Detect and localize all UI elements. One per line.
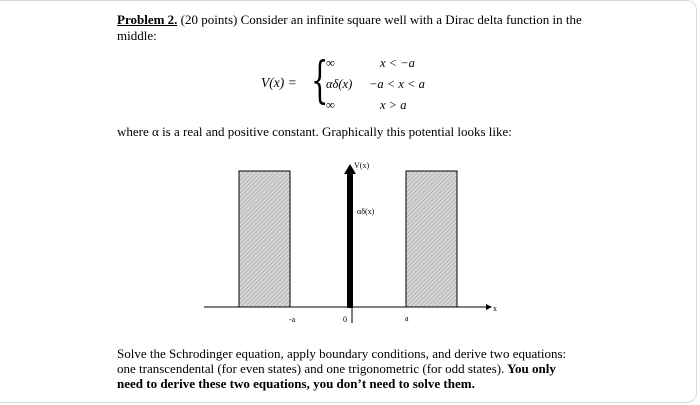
task-line1: Solve the Schrodinger equation, apply boundary conditions, and derive two equations: bbox=[117, 346, 567, 361]
task-line3: need to derive these two equations, you don’t need to solve them. bbox=[117, 376, 475, 391]
y-axis-label: V(x) bbox=[354, 161, 370, 170]
problem-intro-text: (20 points) Consider an infinite square well with a Dirac delta function in the bbox=[177, 12, 582, 27]
tick-right-label: a bbox=[405, 314, 409, 323]
equation-lhs: V(x) = bbox=[261, 75, 297, 90]
case-condition-1: x < −a bbox=[380, 56, 415, 70]
tick-left-label: -a bbox=[289, 315, 296, 324]
left-wall bbox=[239, 171, 290, 307]
case-condition-2: −a < x < a bbox=[369, 77, 425, 91]
x-axis-arrow bbox=[486, 304, 492, 310]
right-wall bbox=[406, 171, 457, 307]
case-value-3: ∞ bbox=[326, 98, 335, 112]
task-line2 bbox=[117, 361, 556, 377]
description-text: where α is a real and positive constant. Graphically this potential looks like: bbox=[117, 124, 512, 139]
task-line2-bold: You only bbox=[504, 361, 556, 376]
case-value-1: ∞ bbox=[326, 56, 335, 70]
problem-intro-line2: middle: bbox=[117, 28, 157, 43]
equation-brace: { bbox=[311, 51, 329, 109]
tick-zero-label: 0 bbox=[343, 315, 347, 324]
delta-label: αδ(x) bbox=[357, 207, 375, 216]
task-line2-normal: one transcendental (for even states) and one trigonometric (for odd states). bbox=[117, 361, 505, 376]
x-axis-label: x bbox=[493, 304, 497, 313]
problem-heading: Problem 2. bbox=[117, 12, 178, 27]
delta-spike bbox=[347, 172, 353, 308]
case-condition-3: x > a bbox=[380, 98, 407, 112]
case-value-2: αδ(x) bbox=[326, 77, 353, 91]
